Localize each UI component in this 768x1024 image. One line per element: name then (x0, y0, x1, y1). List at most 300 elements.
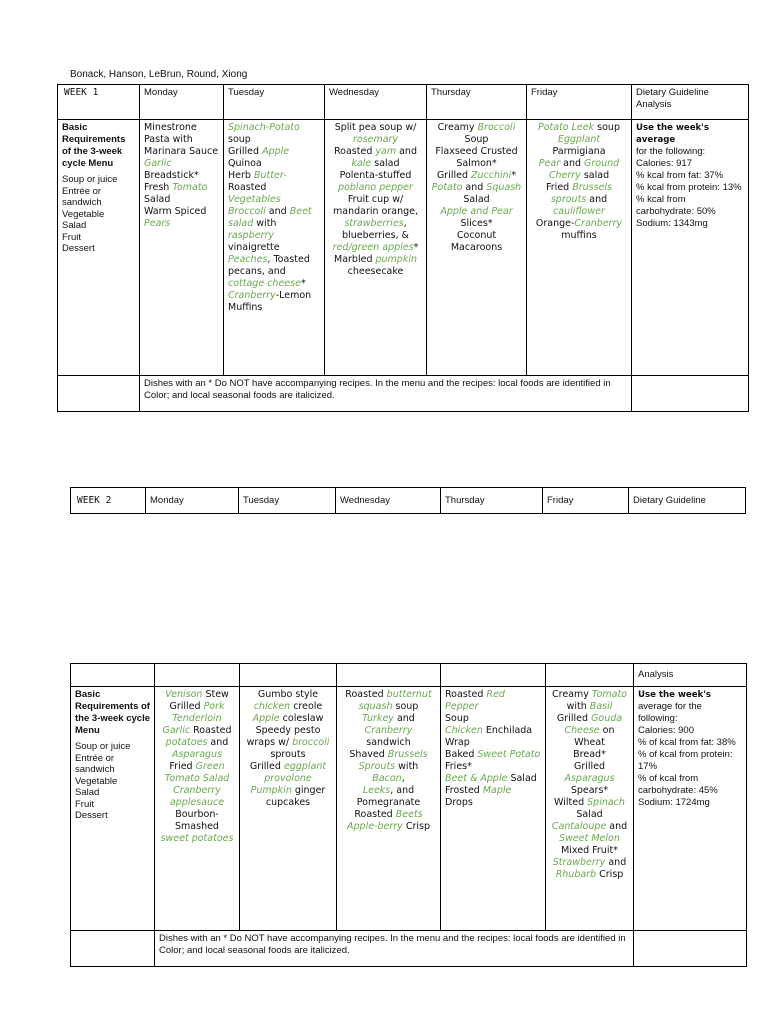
list-line: Entrée or sandwich (62, 185, 102, 208)
menu-line (341, 725, 436, 749)
menu-line (341, 701, 436, 713)
week1-guideline-header: Dietary Guideline Analysis (632, 85, 749, 120)
menu-text: coleslaw (279, 713, 324, 724)
menu-line (228, 266, 320, 278)
menu-text: wraps w/ (246, 737, 293, 748)
menu-text: salad (371, 158, 400, 169)
menu-text: with (253, 218, 277, 229)
week2-note-blank (71, 931, 155, 967)
menu-line (329, 254, 422, 266)
menu-text: , (403, 218, 407, 229)
menu-text: Creamy (552, 689, 592, 700)
menu-line (531, 194, 627, 206)
week2-analysis-lead: Use the week's (638, 690, 712, 700)
menu-line (228, 218, 320, 230)
local-food: Strawberry (552, 857, 606, 868)
menu-line (144, 194, 219, 206)
local-food: Cranberry (574, 218, 623, 229)
menu-text: Roasted (228, 182, 267, 193)
list-line: % of kcal from protein: (638, 749, 733, 760)
menu-line (550, 833, 629, 845)
menu-line (159, 785, 235, 797)
local-food: cauliflower (553, 206, 605, 217)
week2-note-blank-right (634, 931, 747, 967)
week1-day-monday: Monday (140, 85, 224, 120)
list-line: Vegetable (62, 208, 105, 220)
menu-text: Split pea soup w/ (334, 122, 417, 133)
menu-text: Flaxseed Crusted (435, 146, 518, 157)
menu-text: mandarin orange, (333, 206, 418, 217)
list-line: Vegetable (75, 775, 118, 787)
menu-line (244, 725, 332, 737)
menu-line (244, 785, 332, 797)
local-food: Pear (538, 158, 561, 169)
menu-line (550, 725, 629, 749)
local-food: red/green apples (332, 242, 414, 253)
menu-line (550, 809, 629, 821)
menu-text: creole (290, 701, 323, 712)
week1-menu-table (57, 84, 749, 412)
menu-text: Roasted (334, 146, 376, 157)
menu-text: Breadstick* (144, 170, 199, 181)
week1-basic-cell (58, 120, 140, 376)
menu-text: soup (392, 701, 419, 712)
menu-line (431, 218, 522, 230)
local-food: Cranberry (228, 290, 276, 301)
menu-line (159, 749, 235, 761)
week1-monday-menu (140, 120, 224, 376)
menu-text: Muffins (228, 302, 263, 313)
menu-line (144, 146, 219, 158)
local-food: raspberry (228, 230, 275, 241)
menu-line (531, 218, 627, 230)
menu-line (228, 290, 320, 302)
week1-analysis-lines (636, 146, 744, 230)
local-food: Brussels (387, 749, 428, 760)
menu-line (445, 797, 541, 809)
menu-line (144, 122, 219, 134)
local-food: cottage cheese (228, 278, 301, 289)
menu-line (329, 230, 422, 242)
menu-line (159, 713, 235, 725)
menu-line (329, 146, 422, 158)
list-line: Salad (75, 787, 100, 798)
menu-text: Roasted (190, 725, 232, 736)
menu-line (159, 737, 235, 749)
menu-line (431, 122, 522, 134)
menu-text: salad (580, 170, 610, 181)
menu-text: blueberries, & (342, 230, 409, 241)
week1-analysis-cell (632, 120, 749, 376)
menu-text: , and (390, 785, 415, 796)
menu-line (431, 206, 522, 218)
local-food: Turkey (362, 713, 394, 724)
week2-thursday-menu (441, 687, 546, 931)
local-food: Squash (486, 182, 522, 193)
week2-basic-cell (71, 687, 155, 931)
menu-line (244, 737, 332, 749)
list-line: Fruit (75, 798, 94, 810)
week2-top-row (71, 664, 747, 687)
local-food: Tomato (172, 182, 208, 193)
menu-text: -Lemon (275, 290, 312, 301)
local-food: Red Pepper (445, 689, 505, 712)
menu-text: Grilled (556, 713, 592, 724)
menu-line (550, 845, 629, 857)
menu-line (244, 689, 332, 701)
week2-day-tuesday: Tuesday (239, 488, 336, 514)
menu-text: Fruit cup w/ (347, 194, 404, 205)
menu-line (228, 146, 320, 158)
menu-line (445, 725, 541, 737)
menu-line (244, 761, 332, 773)
week1-day-tuesday: Tuesday (224, 85, 325, 120)
menu-line (244, 773, 332, 785)
list-line: % of kcal from (638, 773, 699, 784)
menu-line (329, 218, 422, 230)
week2-wednesday-menu (337, 687, 441, 931)
week2-category-list (75, 741, 150, 822)
menu-text: Fries* (445, 761, 472, 772)
menu-line (329, 182, 422, 194)
week2-analysis-lines (638, 701, 742, 809)
list-line: % kcal from fat: 37% (636, 170, 724, 181)
list-line: Calories: 900 (638, 725, 694, 736)
menu-line (341, 785, 436, 797)
week2-header-table (70, 487, 746, 514)
menu-line (228, 158, 320, 170)
local-food: Cantaloupe (551, 821, 607, 832)
local-food: Venison (165, 689, 203, 700)
menu-text: and (605, 857, 627, 868)
menu-line (228, 122, 320, 134)
menu-text: Grilled (228, 146, 263, 157)
menu-text: sprouts (270, 749, 306, 760)
menu-text: Coconut Macaroons (450, 230, 503, 253)
menu-text: with (395, 761, 419, 772)
menu-text: , Toasted (267, 254, 310, 265)
menu-text: Gumbo style (257, 689, 319, 700)
menu-text: Grilled (249, 761, 284, 772)
local-food: Potato Leek (538, 122, 595, 133)
week1-analysis-lead: Use the week's average (636, 123, 710, 145)
local-food: broccoli (292, 737, 330, 748)
local-food: Potato (431, 182, 463, 193)
list-line: Salad (62, 220, 87, 231)
week2-note: Dishes with an * Do NOT have accompanying recipes. In the menu and the recipes: local foods are identified in Color; and local seasonal foods are italicized. (155, 931, 634, 967)
local-food: Cranberry (173, 785, 221, 796)
local-food: Beet (289, 206, 312, 217)
week1-note-blank (58, 376, 140, 412)
week2-monday-menu (155, 687, 240, 931)
menu-line (531, 134, 627, 158)
menu-text: and (462, 182, 487, 193)
week2-top-blank-1 (71, 664, 155, 687)
local-food: Chicken (445, 725, 483, 736)
menu-line (228, 242, 320, 254)
local-food: Pears (144, 218, 171, 229)
menu-line (144, 218, 219, 230)
menu-line (531, 158, 627, 170)
menu-line (159, 773, 235, 785)
list-line: Calories: 917 (636, 158, 692, 169)
menu-text: Slices* (460, 218, 493, 229)
menu-text: * (300, 278, 306, 289)
local-food: Tomato Salad (164, 773, 230, 784)
menu-line (531, 122, 627, 134)
menu-text: soup (228, 134, 251, 145)
local-food: poblano pepper (338, 182, 413, 193)
menu-text: cheesecake (347, 266, 404, 277)
week1-day-friday: Friday (527, 85, 632, 120)
local-food: Gouda (591, 713, 623, 724)
menu-line (159, 689, 235, 701)
local-food: Cherry (548, 170, 581, 181)
week2-menu-table (70, 663, 747, 967)
menu-text: with (566, 701, 590, 712)
menu-text: Roasted (445, 689, 487, 700)
menu-line (144, 182, 219, 194)
menu-line (329, 122, 422, 134)
menu-text: Shaved (349, 749, 388, 760)
local-food: Pumpkin (250, 785, 292, 796)
list-line: carbohydrate: 45% (638, 785, 718, 796)
week2-guideline-header: Dietary Guideline (629, 488, 746, 514)
menu-line (159, 797, 235, 809)
menu-text: pecans, and (228, 266, 286, 277)
menu-line (329, 266, 422, 278)
local-food: yam (375, 146, 397, 157)
menu-line (244, 701, 332, 713)
local-food: Garlic (162, 725, 191, 736)
menu-line (341, 821, 436, 833)
local-food: Brussels (572, 182, 612, 193)
local-food: Green (195, 761, 225, 772)
menu-line (244, 797, 332, 809)
menu-text: sandwich (366, 737, 411, 748)
menu-line (445, 761, 541, 773)
local-food: Zucchini (471, 170, 512, 181)
local-food: sweet potatoes (160, 833, 234, 844)
week2-top-blank-3 (240, 664, 337, 687)
week1-day-wednesday: Wednesday (325, 85, 427, 120)
local-food: eggplant (283, 761, 327, 772)
menu-text: Enchilada (482, 725, 533, 736)
menu-text: Roasted (354, 809, 396, 820)
menu-text: on Wheat (574, 725, 615, 748)
menu-text: Soup (464, 134, 489, 145)
menu-line (329, 242, 422, 254)
menu-text: Drops (445, 797, 473, 808)
week2-label: WEEK 2 (71, 488, 146, 514)
week1-label: WEEK 1 (58, 85, 140, 120)
list-line: for the following: (636, 146, 706, 157)
week2-day-wednesday: Wednesday (336, 488, 441, 514)
menu-line (550, 821, 629, 833)
menu-line (531, 170, 627, 182)
menu-line (531, 206, 627, 218)
week2-day-thursday: Thursday (441, 488, 543, 514)
menu-text: Fried (169, 761, 196, 772)
local-food: salad (228, 218, 254, 229)
menu-text: Pomegranate (356, 797, 421, 808)
menu-text: Crisp (596, 869, 624, 880)
menu-text: Herb (228, 170, 254, 181)
local-food: sprouts (550, 194, 587, 205)
local-food: Garlic (144, 158, 172, 169)
local-food: Spinach-Potato (228, 122, 300, 133)
menu-text: and (606, 821, 628, 832)
menu-text: Quinoa (228, 158, 262, 169)
week1-basic-title: Basic Requirements of the 3-week cycle Menu (62, 122, 126, 169)
week1-note-blank-right (632, 376, 749, 412)
list-line: Soup or juice (75, 741, 131, 752)
menu-text: , (401, 773, 405, 784)
list-line: Soup or juice (62, 174, 118, 185)
menu-line (550, 749, 629, 761)
menu-line (445, 713, 541, 725)
menu-line (531, 230, 627, 242)
local-food: Vegetables (228, 194, 281, 205)
local-food: strawberries (344, 218, 404, 229)
week1-header-row (58, 85, 749, 120)
menu-line (159, 701, 235, 713)
menu-line (144, 206, 219, 218)
local-food: Cheese (564, 725, 600, 736)
menu-line (228, 182, 320, 194)
local-food: Bacon (372, 773, 402, 784)
menu-line (445, 773, 541, 785)
menu-line (550, 857, 629, 869)
menu-text: Minestrone (144, 122, 197, 133)
local-food: Pork (203, 701, 225, 712)
menu-line (228, 194, 320, 206)
local-food: Maple (482, 785, 512, 796)
menu-line (228, 206, 320, 218)
local-food: rosemary (352, 134, 399, 145)
menu-line (228, 170, 320, 182)
menu-line (329, 194, 422, 206)
week2-day-friday: Friday (543, 488, 629, 514)
menu-line (341, 761, 436, 785)
week2-tuesday-menu (240, 687, 337, 931)
menu-line (431, 194, 522, 206)
list-line: carbohydrate: 50% (636, 206, 716, 217)
menu-text: * (413, 242, 419, 253)
menu-text: Wilted (554, 797, 588, 808)
local-food: Tomato (591, 689, 627, 700)
menu-line (445, 737, 541, 749)
menu-line (244, 713, 332, 725)
local-food: Eggplant (557, 134, 601, 145)
menu-line (550, 761, 629, 785)
week1-body-row (58, 120, 749, 376)
menu-line (431, 230, 522, 254)
local-food: Leeks (362, 785, 391, 796)
menu-text: and (560, 158, 585, 169)
week1-category-list (62, 174, 135, 255)
local-food: Apple (252, 713, 280, 724)
local-food: Apple-berry (347, 821, 403, 832)
menu-text: Soup (445, 713, 469, 724)
local-food: Beet & Apple (445, 773, 508, 784)
list-line: 17% (638, 761, 658, 772)
local-food: Sprouts (358, 761, 396, 772)
week2-body-row (71, 687, 747, 931)
local-food: Apple (262, 146, 290, 157)
menu-text: and (393, 713, 415, 724)
menu-text: Spears* (570, 785, 609, 796)
menu-text: Salad (463, 194, 490, 205)
menu-line (445, 689, 541, 713)
week1-thursday-menu (427, 120, 527, 376)
menu-text: vinaigrette (228, 242, 280, 253)
list-line: following: (638, 713, 678, 724)
menu-line (550, 689, 629, 701)
menu-text: Grilled (436, 170, 472, 181)
menu-line (228, 278, 320, 290)
week1-note: Dishes with an * Do NOT have accompanying recipes. In the menu and the recipes: local foods are identified in Color; and local seasonal foods are italicized. (140, 376, 632, 412)
menu-text: Salad (144, 194, 171, 205)
local-food: Broccoli (228, 206, 266, 217)
menu-text: Warm Spiced (144, 206, 207, 217)
week1-day-thursday: Thursday (427, 85, 527, 120)
menu-line (159, 833, 235, 845)
list-line: Sodium: 1343mg (636, 218, 708, 229)
menu-line (341, 689, 436, 701)
local-food: Asparagus (564, 773, 615, 784)
menu-line (550, 869, 629, 881)
menu-line (431, 170, 522, 182)
list-line: % kcal from (636, 194, 686, 205)
list-line: % kcal from protein: 13% (636, 182, 742, 193)
menu-line (550, 785, 629, 797)
menu-text: Baked (445, 749, 478, 760)
local-food: pumpkin (375, 254, 417, 265)
menu-text: and (396, 146, 417, 157)
menu-text: Speedy pesto (255, 725, 321, 736)
menu-line (228, 254, 320, 266)
week2-top-blank-6 (546, 664, 634, 687)
local-food: Apple and Pear (440, 206, 513, 217)
menu-text: Orange- (535, 218, 575, 229)
list-line: Dessert (75, 810, 108, 821)
menu-line (445, 749, 541, 761)
menu-text: Parmigiana (552, 146, 606, 157)
menu-text: Bourbon-Smashed (175, 809, 219, 832)
menu-text: Marinara Sauce (144, 146, 219, 157)
menu-line (341, 713, 436, 725)
local-food: butternut (386, 689, 432, 700)
menu-text: Pasta with (144, 134, 193, 145)
menu-line (159, 725, 235, 737)
week2-top-blank-2 (155, 664, 240, 687)
menu-text: Wrap (445, 737, 470, 748)
week2-analysis-cell (634, 687, 747, 931)
menu-text: Bread* (573, 749, 606, 760)
menu-text: and (586, 194, 608, 205)
menu-line (329, 206, 422, 218)
menu-line (144, 158, 219, 170)
menu-text: Fried (546, 182, 573, 193)
local-food: Asparagus (171, 749, 223, 760)
menu-text: Creamy (437, 122, 478, 133)
menu-line (431, 182, 522, 194)
list-line: average for the (638, 701, 702, 712)
list-line: Entrée or sandwich (75, 752, 115, 775)
menu-text: Salad (576, 809, 603, 820)
menu-text: * (511, 170, 517, 181)
